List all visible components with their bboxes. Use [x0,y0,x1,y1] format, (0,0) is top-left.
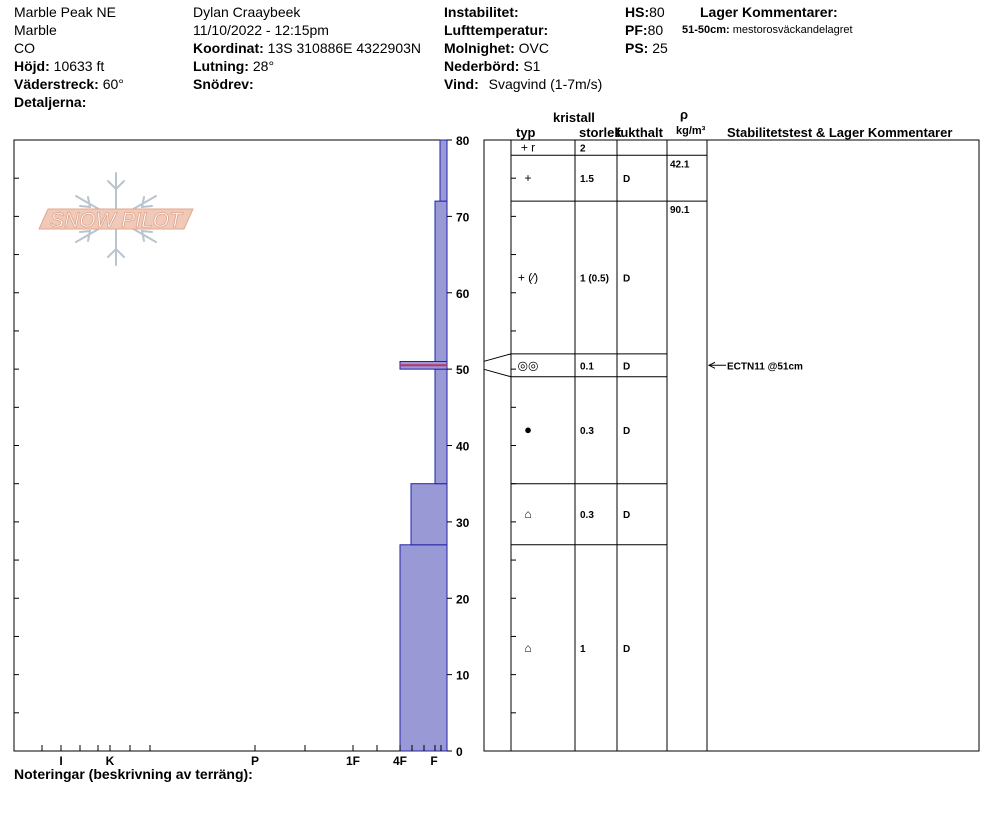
hardness-bar [400,545,447,751]
hardness-label: P [250,754,260,768]
layer-grain-type: + (⁄) [517,270,539,285]
sky-label: Molnighet: [444,40,515,56]
layer-density: 42.1 [670,159,690,171]
layer-comment-range: 51-50cm: [682,24,730,36]
stability-test-label: ECTN11 @51cm [727,361,803,373]
height-label: 60 [456,286,470,301]
hardness-label: K [105,754,115,768]
wind-value: Svagvind (1-7m/s) [488,76,603,92]
layer-grain-type: + [524,171,532,186]
header-density-unit: kg/m³ [676,125,706,137]
drift-label: Snödrev: [193,76,254,92]
hardness-label: F [430,754,438,768]
observer: Dylan Craaybeek [193,4,301,20]
layer-moisture: D [623,273,631,285]
hardness-bar [435,201,447,361]
layer-table-grid [511,140,707,751]
left-axis-ticks [14,140,19,751]
layer-grain-type: ⌂ [524,640,532,655]
slope-value: 28° [252,58,275,74]
coord-label: Koordinat: [193,40,264,56]
height-label: 50 [456,363,470,378]
airtemp-label: Lufttemperatur: [444,22,549,38]
datetime: 11/10/2022 - 12:15pm [193,22,329,38]
layer-grain-size: 1 (0.5) [580,273,609,285]
height-label: 30 [456,515,470,530]
stability-tests [709,361,803,372]
header-kristall: kristall [553,110,595,125]
layer-grain-type: ● [524,422,532,438]
layer-grain-size: 1 [580,643,586,655]
header-stability: Stabilitetstest & Lager Kommentarer [727,125,953,140]
details-label: Detaljerna: [14,94,87,110]
layer-grain-size: 0.3 [580,426,594,438]
height-label: 0 [456,745,463,759]
state: CO [14,40,35,56]
hardness-bar [411,484,447,545]
snowpilot-logo [39,173,193,265]
hs-value: 80 [649,4,665,20]
layer-comment-text: mestorosväckandelagret [732,24,853,36]
area: Marble [14,22,57,38]
precip-value: S1 [523,58,541,74]
layer-moisture: D [623,174,631,186]
layer-table-rows [484,141,707,655]
hardness-axis [42,745,441,768]
terrain-notes-label: Noteringar (beskrivning av terräng): [14,766,253,782]
layer-grain-size: 2 [580,143,586,155]
layer-moisture: D [623,426,631,438]
hardness-label: I [59,754,63,768]
ps-label: PS: [625,40,649,56]
location: Marble Peak NE [14,4,116,20]
height-label: 40 [456,439,470,454]
header-storlek: storlek [579,125,622,140]
wind-label: Vind: [444,76,479,92]
layer-grain-size: 1.5 [580,174,594,186]
hs-label: HS: [625,4,650,20]
height-axis-labels [447,134,470,759]
layer-grain-size: 0.3 [580,510,594,522]
header-fukthalt: fukthalt [616,125,663,140]
logo-text: SNOW PILOT [50,209,182,232]
hardness-bars [400,140,447,751]
height-label: 20 [456,592,470,607]
instability-label: Instabilitet: [444,4,519,20]
precip-label: Nederbörd: [444,58,520,74]
layer-moisture: D [623,643,631,655]
layer-grain-type: + r [520,140,536,155]
header-rho: ρ [680,107,689,122]
aspect-label: Väderstreck: [14,76,99,92]
layer-grain-type: ⌂ [524,507,532,522]
layer-moisture: D [623,510,631,522]
layer-table-frame [484,140,979,751]
elevation-value: 10633 ft [53,58,105,74]
height-label: 70 [456,210,470,225]
ps-value: 25 [652,40,668,56]
hardness-bar [440,140,447,201]
slope-label: Lutning: [193,58,249,74]
aspect-value: 60° [102,76,124,92]
elevation-label: Höjd: [14,58,50,74]
pf-value: 80 [647,22,664,38]
height-label: 80 [456,134,470,148]
layer-comments-title: Lager Kommentarer: [700,4,838,20]
header-typ: typ [516,125,536,140]
coord-value: 13S 310886E 4322903N [267,40,422,56]
hardness-label: 1F [345,754,361,768]
layer-density: 90.1 [670,205,690,217]
layer-connector [484,354,511,361]
hardness-bar [435,369,447,484]
height-label: 10 [456,668,470,683]
layer-moisture: D [623,361,631,373]
sky-value: OVC [518,40,549,56]
layer-connector [484,369,511,376]
pf-label: PF: [625,22,648,38]
layer-grain-type: ◎◎ [517,358,539,373]
hardness-label: 4F [392,754,408,768]
layer-grain-size: 0.1 [580,361,594,373]
